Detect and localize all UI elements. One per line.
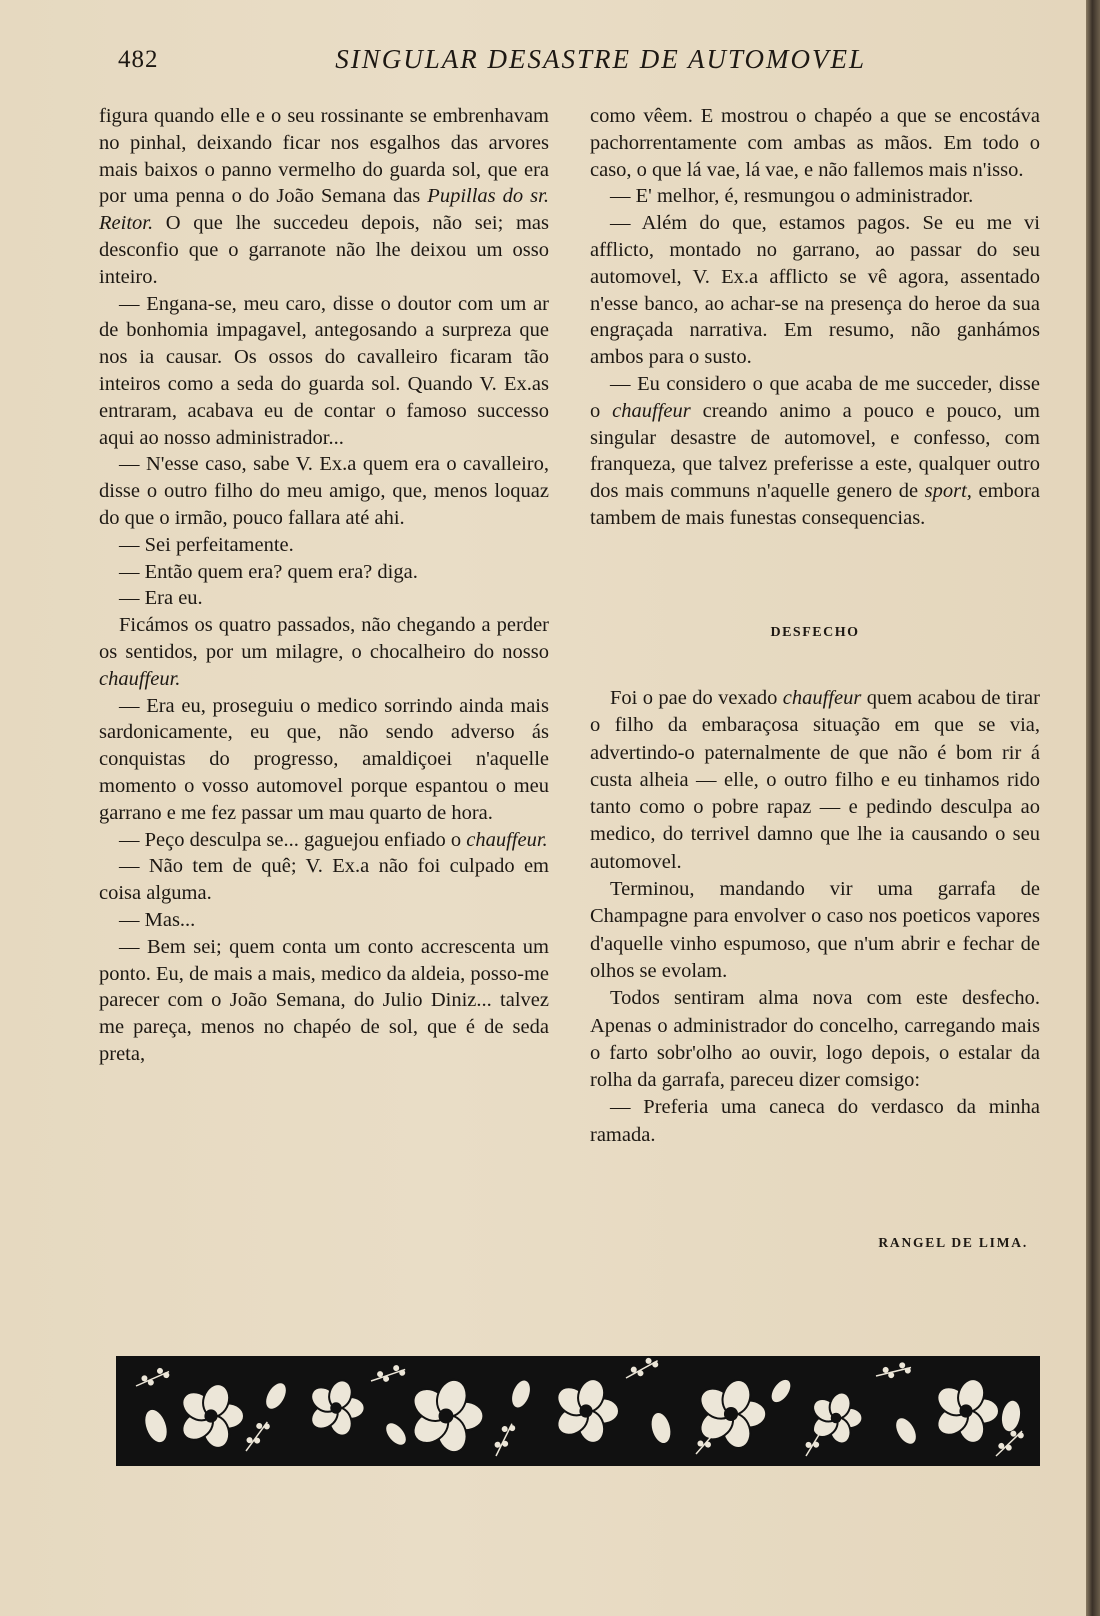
italic-term: sport, [924,480,972,503]
italic-term: chauffeur [782,687,862,709]
paragraph [99,693,549,827]
paragraph-text: — Então quem era? quem era? diga. [119,560,418,583]
paragraph [99,451,549,531]
paragraph [99,103,549,291]
paragraph [99,612,549,692]
paragraph [99,559,549,586]
paragraph [99,907,549,934]
paragraph [99,291,549,452]
page-number: 482 [118,46,159,73]
paragraph [99,827,549,854]
paragraph-text: Foi o pae do vexado [610,687,783,709]
paragraph-text: quem acabou de tirar o filho da embaraçosa situação em que se via, advertindo-o paternalmente de que não é bom rir á custa alheia — elle, o outro filho e eu tinhamos rido tanto como o pobre rapaz — e pedindo desculpa ao medico, do terrivel damno que lhe ia causando o seu automovel. [590,687,1040,873]
floral-border-ornament [116,1356,1040,1466]
conclusion-text-column [590,685,1040,1149]
page-header [118,44,866,78]
running-title: SINGULAR DESASTRE DE AUTOMOVEL [335,44,866,74]
paragraph-text: Terminou, mandando vir uma garrafa de Champagne para envolver o caso nos poeticos vapores d'aquelle vinho espumoso, que n'um abrir e fechar de olhos se evolam. [590,878,1040,982]
paragraph-text: — E' melhor, é, resmungou o administrador. [610,185,974,208]
paragraph [99,934,549,1068]
paragraph [590,210,1040,371]
paragraph-text: Todos sentiram alma nova com este desfecho. Apenas o administrador do concelho, carregando mais o farto sobr'olho ao ouvir, logo depois, o estalar da rolha da garrafa, pareceu dizer comsigo: [590,987,1040,1092]
paragraph-text: creando animo a pouco e pouco, um singular desastre de automovel, e confesso, com franqueza, que talvez preferisse a este, qualquer outro dos mais communs n'aquelle genero de [590,399,1040,503]
italic-term: Pupillas do sr. Reitor. [99,185,549,235]
paragraph [99,532,549,559]
italic-term: chauffeur. [99,667,181,690]
paragraph [590,876,1040,985]
floral-ornament-graphic [116,1356,1040,1466]
paragraph-text: — Preferia uma caneca do verdasco da minha ramada. [590,1096,1040,1146]
paragraph-text: — Mas... [119,908,196,931]
paragraph-text: — Sei perfeitamente. [119,533,294,556]
left-text-column [99,103,549,1068]
paragraph [590,183,1040,210]
paragraph [590,685,1040,876]
paragraph-text: — Engana-se, meu caro, disse o doutor com um ar de bonhomia impagavel, antegosando a surpreza que nos ia causar. Os ossos do cavalleiro ficaram tão inteiros como a seda do guarda sol. Quando V. Ex.as entraram, acabava eu de contar o famoso successo aqui ao nosso administrador... [99,292,549,449]
paragraph-text: — Não tem de quê; V. Ex.a não foi culpado em coisa alguma. [99,855,549,905]
paragraph-text: — Peço desculpa se... gaguejou enfiado o [119,828,467,851]
paragraph [590,985,1040,1094]
paragraph-text: — Além do que, estamos pagos. Se eu me vi afflicto, montado no garrano, ao passar do seu automovel, V. Ex.a afflicto se vê agora, assentado n'esse banco, ao achar-se na presença do heroe da sua engraçada narrativa. Em resumo, não ganhámos ambos para o susto. [590,212,1040,369]
paragraph-text: figura quando elle e o seu rossinante se embrenhavam no pinhal, deixando ficar nos esgalhos das arvores mais baixos o panno vermelho do guarda sol, que era por uma penna o do João Semana das [99,105,549,208]
paragraph-text: — N'esse caso, sabe V. Ex.a quem era o cavalleiro, disse o outro filho do meu amigo, que, menos loquaz do que o irmão, pouco fallara até ahi. [99,453,549,529]
paragraph [590,103,1040,183]
paragraph-text: — Era eu, proseguiu o medico sorrindo ainda mais sardonicamente, eu que, não sendo adverso ás conquistas do progresso, amaldiçoei n'aquelle momento o vosso automovel porque espantou o meu garrano e me fez passar um mau quarto de hora. [99,694,549,824]
paragraph-text: como vêem. E mostrou o chapéo a que se encostáva pachorrentamente com ambas as mãos. Em todo o caso, o que lá vae, lá vae, e não fallemos mais n'isso. [590,105,1040,181]
paragraph-text: O que lhe succedeu depois, não sei; mas desconfio que o garranote não lhe deixou um osso inteiro. [99,212,549,288]
section-heading: DESFECHO [770,625,860,640]
book-spine [1086,0,1100,1616]
paragraph [99,853,549,907]
paragraph [590,371,1040,532]
paragraph [99,585,549,612]
right-text-column [590,103,1040,532]
paragraph [590,1094,1040,1149]
paragraph-text: embora tambem de mais funestas consequencias. [590,480,1040,529]
paragraph-text: — Era eu. [119,587,203,610]
italic-term: chauffeur [612,399,691,422]
paragraph-text: — Bem sei; quem conta um conto accrescenta um ponto. Eu, de mais a mais, medico da aldeia, posso-me parecer com o João Semana, do Julio Diniz... talvez me pareça, menos no chapéo de sol, que é de seda preta, [99,935,549,1065]
paragraph-text: — Eu considero o que acaba de me succeder, disse o [590,372,1040,422]
author-signature: RANGEL DE LIMA. [878,1235,1028,1250]
italic-term: chauffeur. [466,828,548,851]
paragraph-text: Ficámos os quatro passados, não chegando a perder os sentidos, por um milagre, o chocalheiro do nosso [99,614,549,663]
